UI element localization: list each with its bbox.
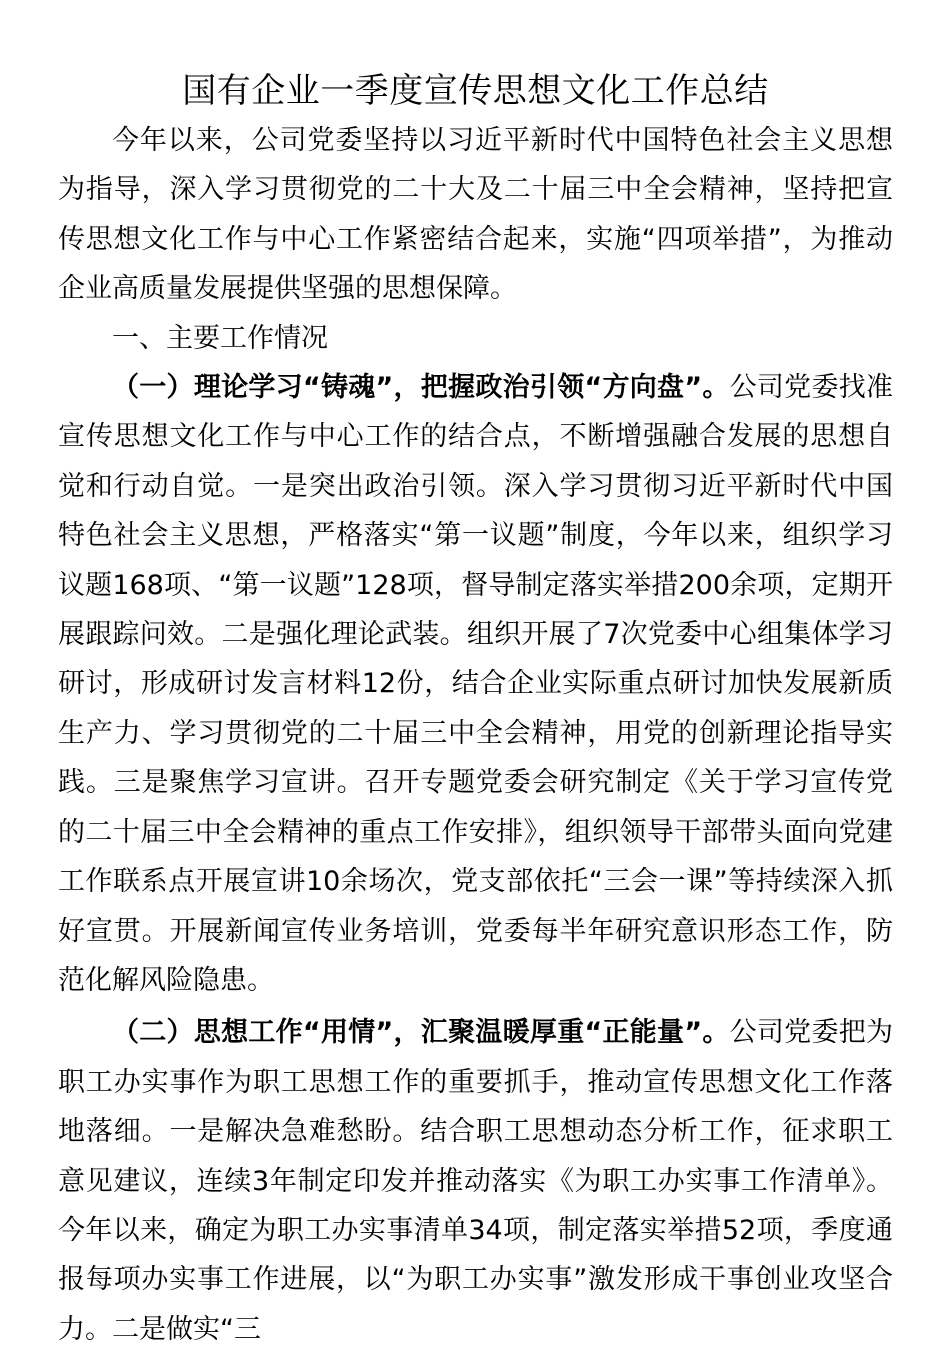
subsection-2-heading: （二）思想工作“用情”，汇聚温暖厚重“正能量”。 — [112, 1017, 730, 1049]
document-title: 国有企业一季度宣传思想文化工作总结 — [182, 71, 769, 111]
subsection-2-body: 公司党委把为职工办实事作为职工思想工作的重要抓手，推动宣传思想文化工作落地落细。一是解决急难愁盼。结合职工思想动态分析工作，征求职工意见建议，连续3年制定印发并推动落实《为职工办实事工作清单》。今年以来，确定为职工办实事清单34项，制定落实举措52项，季度通报每项办实事工作进展，以“为职工办实事”激发形成干事创业攻坚合力。二是做实“三 — [58, 1017, 894, 1345]
section-heading-main-work: 一、主要工作情况 — [112, 322, 328, 354]
document-page — [58, 66, 893, 1354]
subsection-1-paragraph — [58, 363, 893, 1005]
subsection-1-heading: （一）理论学习“铸魂”，把握政治引领“方向盘”。 — [112, 372, 730, 404]
subsection-2-paragraph — [58, 1008, 893, 1354]
subsection-1-body: 公司党委找准宣传思想文化工作与中心工作的结合点，不断增强融合发展的思想自觉和行动自觉。一是突出政治引领。深入学习贯彻习近平新时代中国特色社会主义思想，严格落实“第一议题”制度，今年以来，组织学习议题168项、“第一议题”128项，督导制定落实举措200余项，定期开展跟踪问效。二是强化理论武装。组织开展了7次党委中心组集体学习研讨，形成研讨发言材料12份，结合企业实际重点研讨加快发展新质生产力、学习贯彻党的二十届三中全会精神，用党的创新理论指导实践。三是聚焦学习宣讲。召开专题党委会研究制定《关于学习宣传党的二十届三中全会精神的重点工作安排》，组织领导干部带头面向党建工作联系点开展宣讲10余场次，党支部依托“三会一课”等持续深入抓好宣贯。开展新闻宣传业务培训，党委每半年研究意识形态工作，防范化解风险隐患。 — [58, 372, 894, 996]
intro-paragraph: 今年以来，公司党委坚持以习近平新时代中国特色社会主义思想为指导，深入学习贯彻党的二十大及二十届三中全会精神，坚持把宣传思想文化工作与中心工作紧密结合起来，实施“四项举措”，为推动企业高质量发展提供坚强的思想保障。 — [58, 125, 893, 305]
